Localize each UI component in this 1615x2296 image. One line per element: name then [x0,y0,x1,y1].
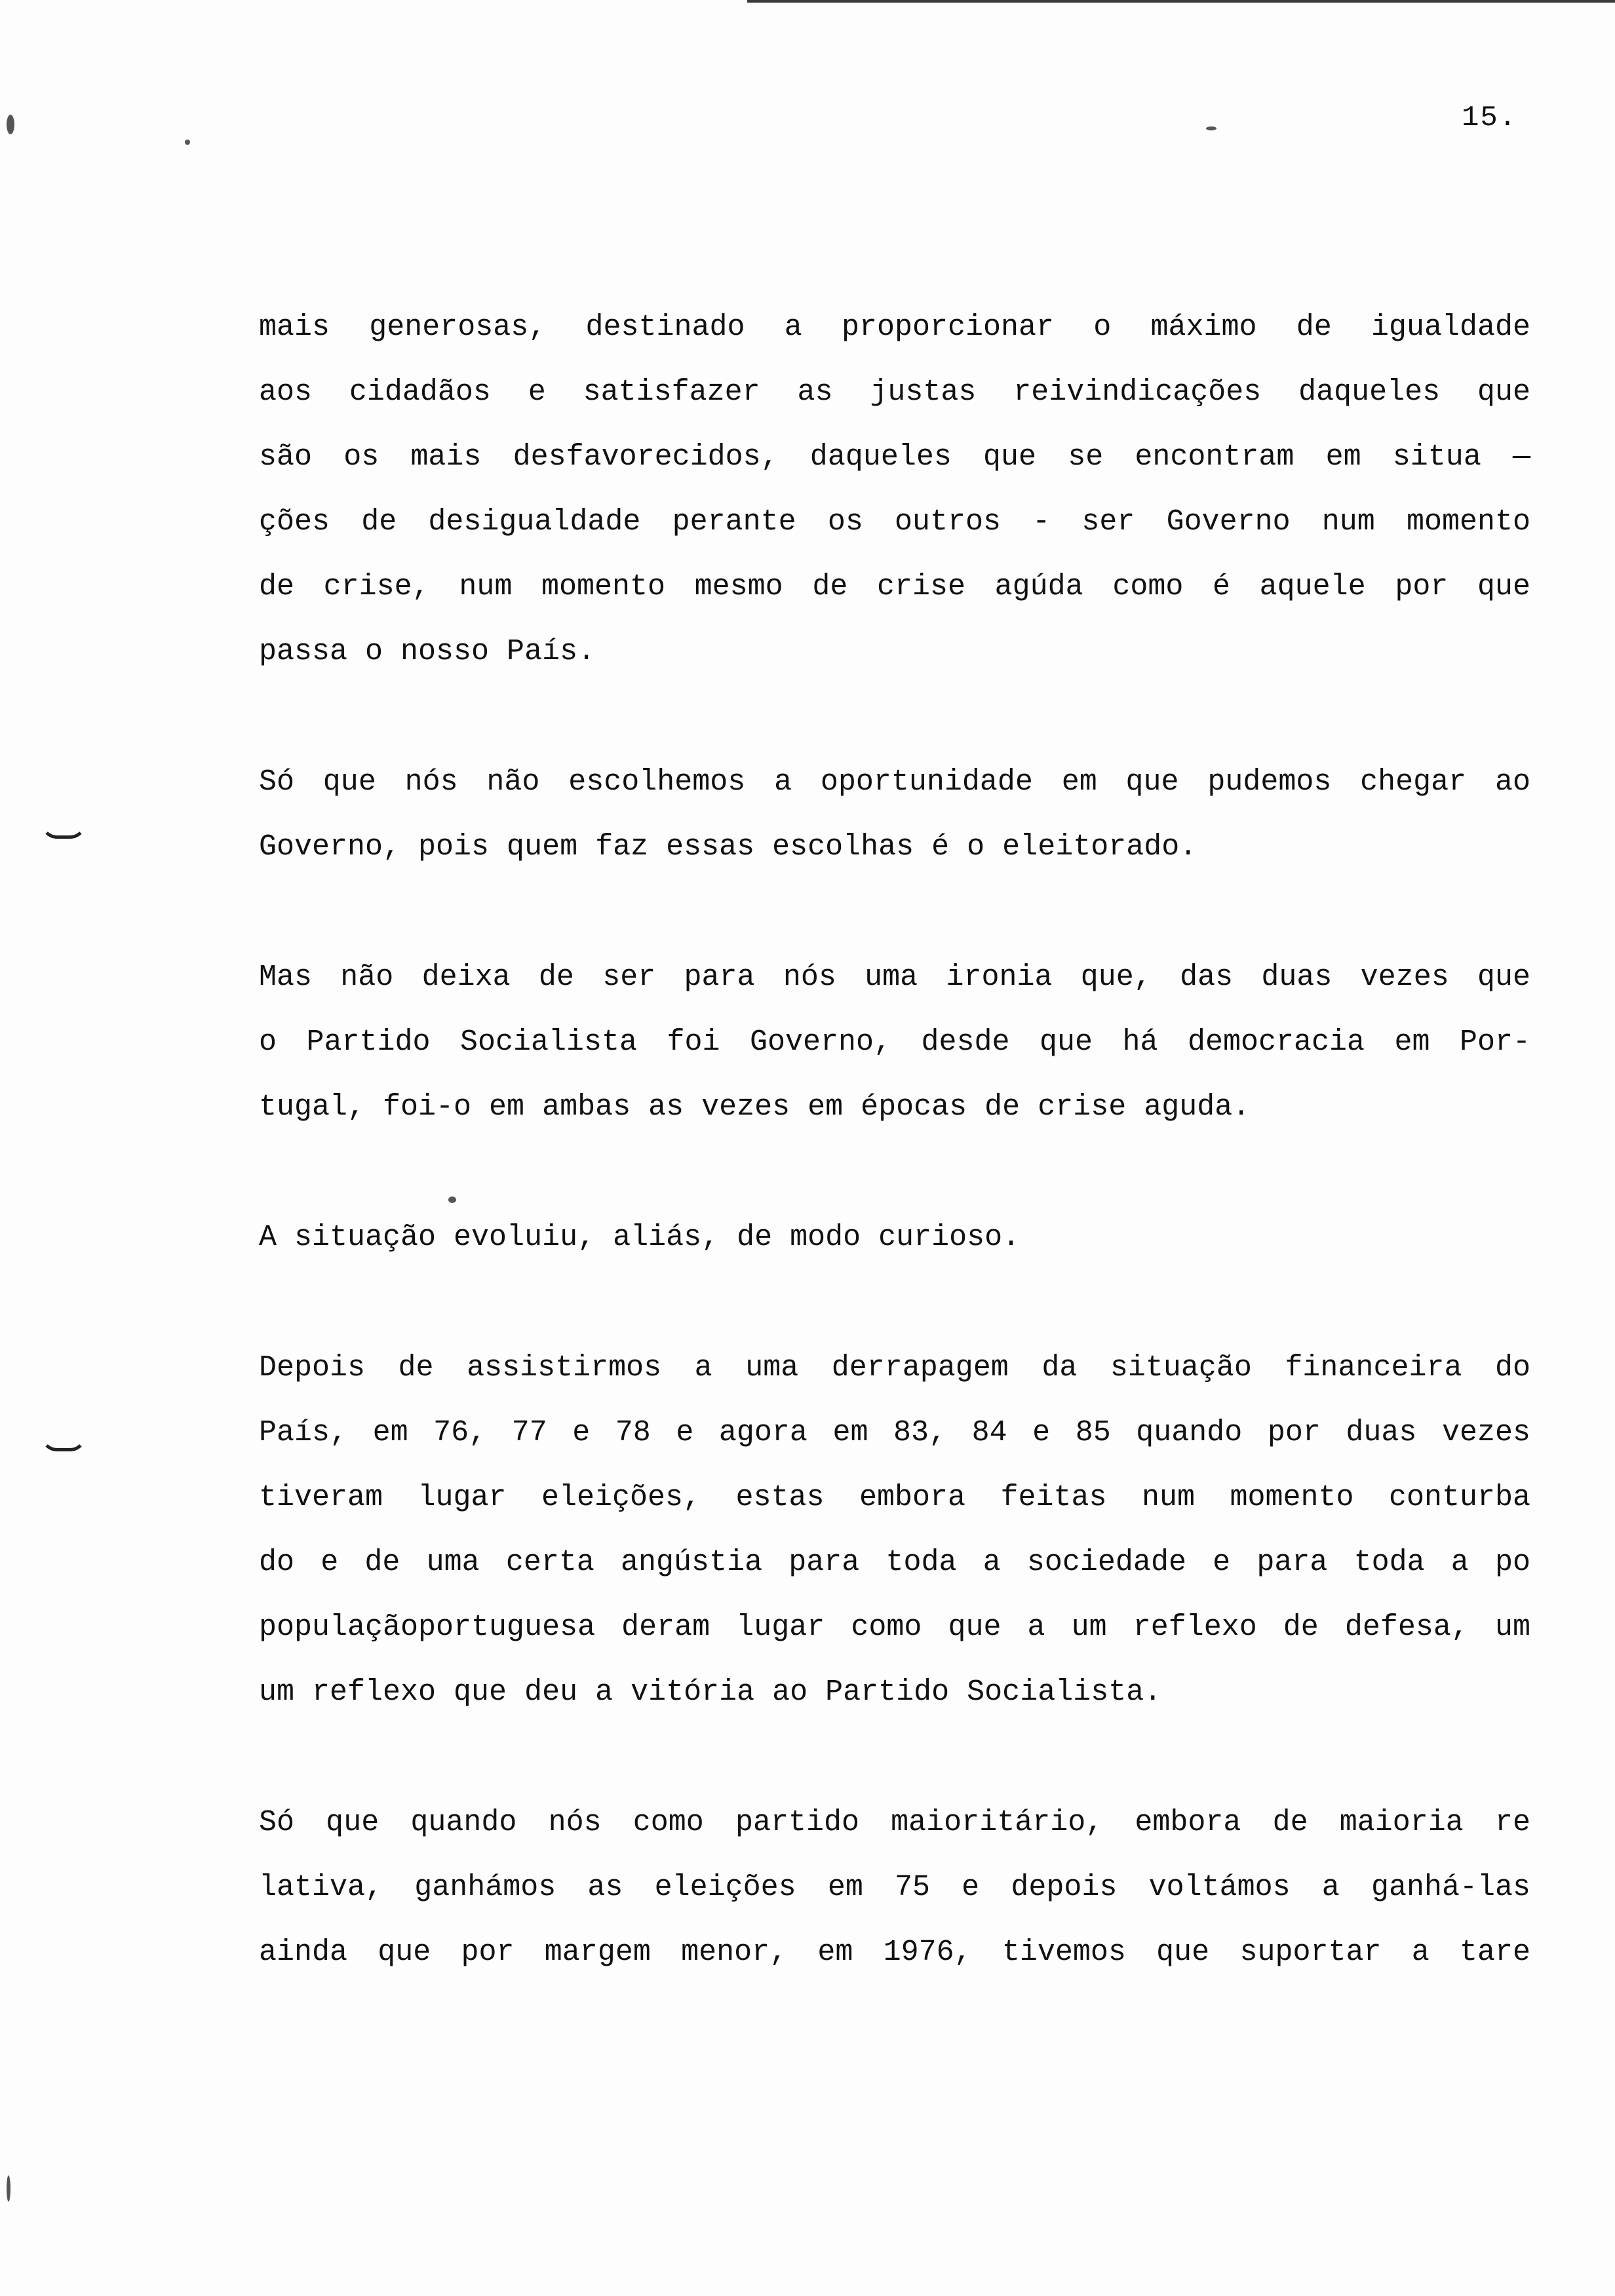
paragraph [259,1790,1530,1985]
text-line: ções de desigualdade perante os outros - ser Governo num momento [259,505,1530,539]
scan-speck [1206,126,1216,130]
body-text [259,295,1530,2050]
top-rule [747,0,1615,3]
text-line: mais generosas, destinado a proporcionar o máximo de igualdade [259,311,1530,344]
text-line: Depois de assistirmos a uma derrapagem da situação financeira do [259,1351,1530,1385]
scan-speck [7,115,14,134]
text-line: Governo, pois quem faz essas escolhas é o eleitorado. [259,830,1197,864]
text-line: Só que quando nós como partido maioritário, embora de maioria re [259,1806,1530,1839]
text-line: Mas não deixa de ser para nós uma ironia que, das duas vezes que [259,961,1530,994]
text-line: do e de uma certa angústia para toda a sociedade e para toda a po [259,1546,1530,1579]
text-line: passa o nosso País. [259,635,596,668]
page-number: 15. [1462,102,1518,134]
text-line: de crise, num momento mesmo de crise agúda como é aquele por que [259,570,1530,603]
text-line: são os mais desfavorecidos, daqueles que se encontram em situa — [259,440,1530,474]
text-line: ainda que por margem menor, em 1976, tivemos que suportar a tare [259,1936,1530,1969]
text-line: País, em 76, 77 e 78 e agora em 83, 84 e 85 quando por duas vezes [259,1416,1530,1449]
text-line: tiveram lugar eleições, estas embora feitas num momento conturba [259,1481,1530,1514]
scan-speck [185,140,190,145]
text-line: A situação evoluiu, aliás, de modo curioso. [259,1221,1021,1254]
text-line: um reflexo que deu a vitória ao Partido Socialista. [259,1675,1162,1709]
text-line: o Partido Socialista foi Governo, desde que há democracia em Por- [259,1025,1530,1059]
text-line: lativa, ganhámos as eleições em 75 e depois voltámos a ganhá-las [259,1871,1530,1904]
paragraph [259,1205,1530,1270]
paragraph [259,1335,1530,1725]
scan-speck [7,2175,10,2202]
paragraph [259,750,1530,879]
margin-mark [41,1435,87,1451]
paragraph [259,945,1530,1139]
margin-mark [41,822,87,839]
text-line: Só que nós não escolhemos a oportunidade em que pudemos chegar ao [259,765,1530,799]
text-line: populaçãoportuguesa deram lugar como que a um reflexo de defesa, um [259,1611,1530,1644]
paragraph [259,295,1530,684]
text-line: tugal, foi-o em ambas as vezes em épocas de crise aguda. [259,1090,1251,1124]
text-line: aos cidadãos e satisfazer as justas reivindicações daqueles que [259,375,1530,409]
